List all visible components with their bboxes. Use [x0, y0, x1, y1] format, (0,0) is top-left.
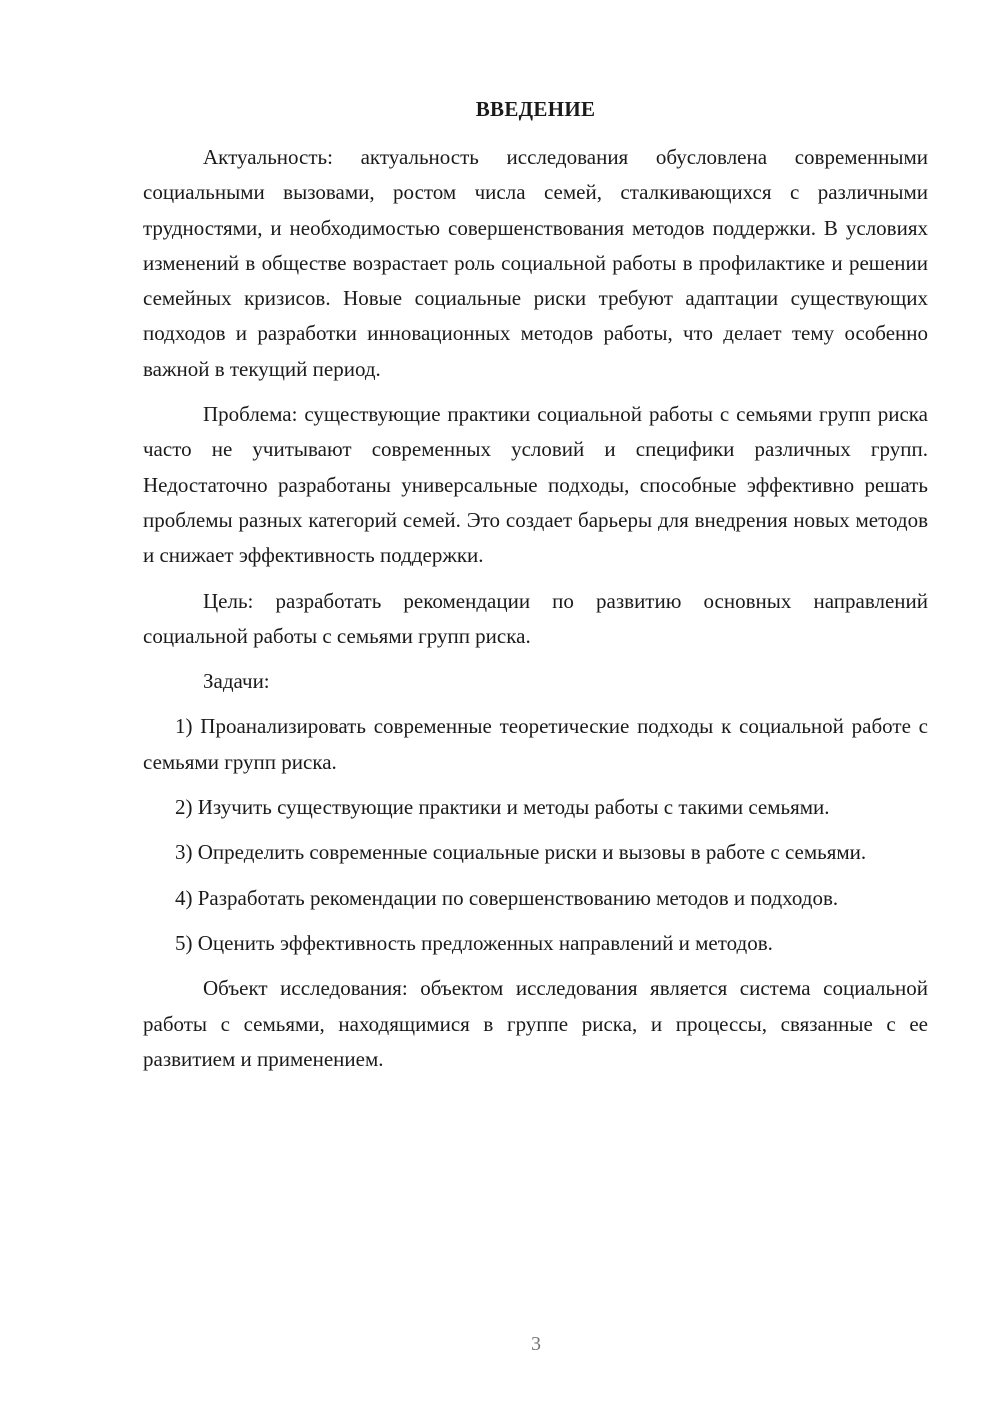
task-item: 4) Разработать рекомендации по совершенствованию методов и подходов. — [175, 885, 839, 910]
goal-paragraph: Цель: разработать рекомендации по развитию основных направлений социальной работы с семьями групп риска. — [143, 588, 928, 648]
problem-paragraph: Проблема: существующие практики социальной работы с семьями групп риска часто не учитывают современных условий и специфики различных групп. Недостаточно разработаны универсальные подходы, способные эффективно решать проблемы разных категорий семей. Это создает барьеры для внедрения новых методов и снижает эффективность поддержки. — [143, 402, 928, 568]
tasks-heading: Задачи: — [203, 669, 270, 694]
relevance-paragraph: Актуальность: актуальность исследования обусловлена современными социальными вызовами, ростом числа семей, сталкивающихся с различными трудностями, и необходимостью совершенствования методов поддержки. В условиях изменений в обществе возрастает роль социальной работы в профилактике и решении семейных кризисов. Новые социальные риски требуют адаптации существующих подходов и разработки инновационных методов работы, что делает тему особенно важной в текущий период. — [143, 145, 928, 381]
task-item: 1) Проанализировать современные теоретические подходы к социальной работе с семьями групп риска. — [143, 714, 928, 774]
task-item: 2) Изучить существующие практики и методы работы с такими семьями. — [175, 795, 830, 820]
task-item: 5) Оценить эффективность предложенных направлений и методов. — [175, 930, 773, 955]
document-page — [143, 92, 928, 1077]
page-number: 3 — [531, 1333, 541, 1355]
section-title: ВВЕДЕНИЕ — [475, 97, 596, 121]
task-item: 3) Определить современные социальные риски и вызовы в работе с семьями. — [175, 840, 867, 865]
tasks-list — [143, 709, 928, 961]
object-paragraph: Объект исследования: объектом исследования является система социальной работы с семьями, находящимися в группе риска, и процессы, связанные с ее развитием и применением. — [143, 976, 928, 1071]
